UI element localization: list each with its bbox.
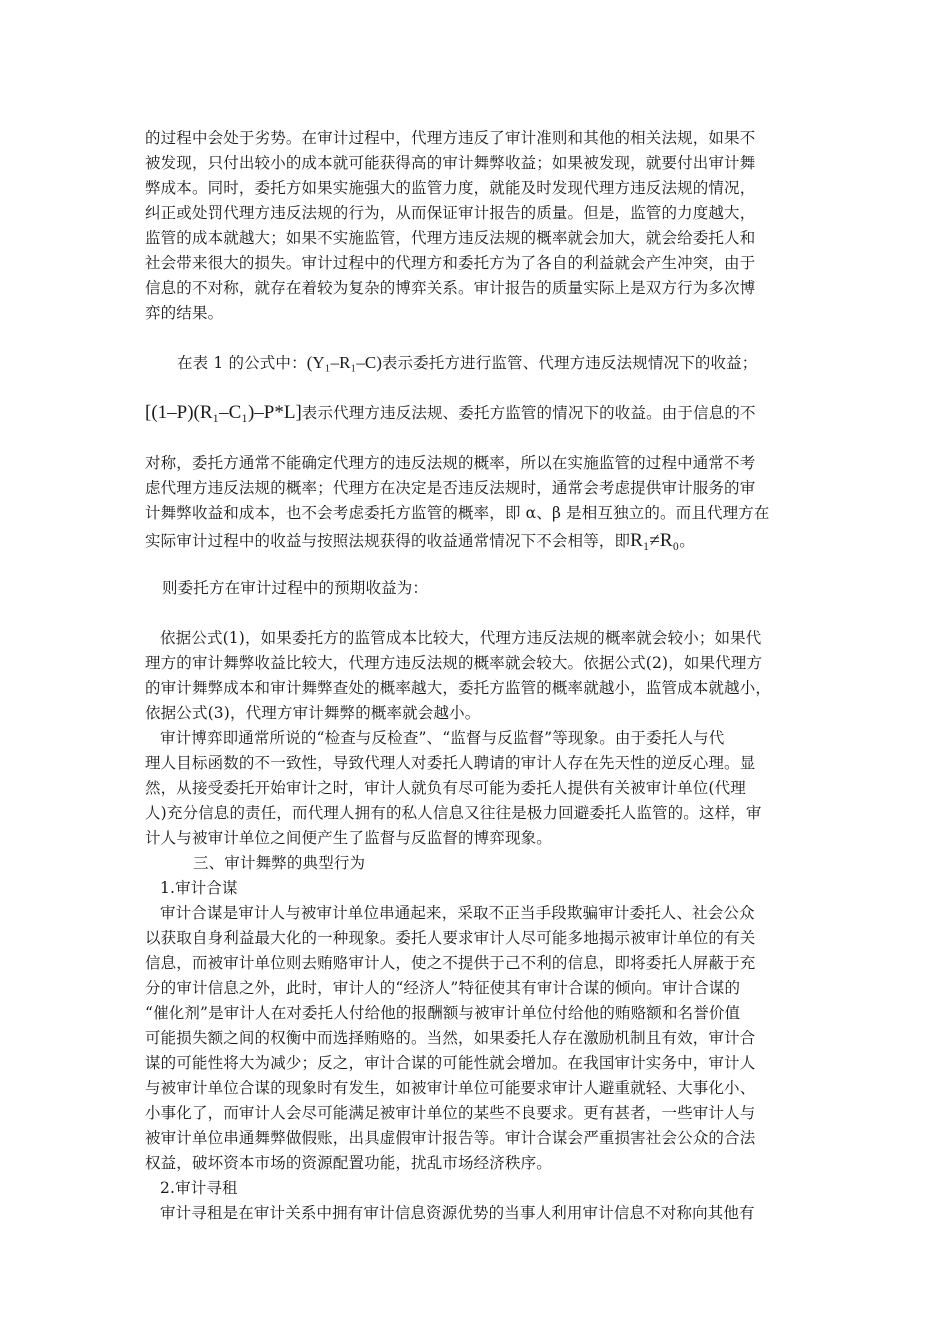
- paragraph-line: 的过程中会处于劣势。在审计过程中，代理方违反了审计准则和其他的相关法规，如果不: [145, 129, 756, 147]
- paragraph-line: 人)充分信息的责任，而代理人拥有的私人信息又往往是极力回避委托人监管的。这样，审: [145, 804, 762, 822]
- paragraph-line: 信息的不对称，就存在着较为复杂的博弈关系。审计报告的质量实际上是双方行为多次博: [145, 279, 756, 297]
- paragraph-line: 小事化了，而审计人会尽可能满足被审计单位的某些不良要求。更有甚者，一些审计人与: [145, 1104, 756, 1122]
- paragraph-line: 被审计单位串通舞弊做假账，出具虚假审计报告等。审计合谋会严重损害社会公众的合法: [145, 1129, 756, 1147]
- paragraph-line: 谋的可能性将大为减少；反之，审计合谋的可能性就会增加。在我国审计实务中，审计人: [145, 1054, 756, 1072]
- paragraph-line: 信息，而被审计单位则去贿赂审计人，使之不提供于己不利的信息，即将委托人屏蔽于充: [145, 954, 756, 972]
- paragraph-line: 对称，委托方通常不能确定代理方的违反法规的概率，所以在实施监管的过程中通常不考: [145, 454, 756, 472]
- formula-image-1: (Y₁–R₁–C): [306, 353, 382, 372]
- paragraph-line: 计人与被审计单位之间便产生了监督与反监督的博弈现象。: [145, 829, 552, 847]
- paragraph-line: 理人目标函数的不一致性，导致代理人对委托人聘请的审计人存在先天性的逆反心理。显: [145, 754, 756, 772]
- paragraph-line-with-formula: [145, 402, 756, 424]
- paragraph-line: 然，从接受委托开始审计之时，审计人就负有尽可能为委托人提供有关被审计单位(代理: [145, 779, 746, 797]
- paragraph-line: 的审计舞弊成本和审计舞弊查处的概率越大，委托方监管的概率就越小，监管成本就越小，: [145, 679, 772, 697]
- paragraph-line: 弊成本。同时，委托方如果实施强大的监管力度，就能及时发现代理方违反法规的情况，: [145, 179, 756, 197]
- text-segment: 在表 1 的公式中：: [177, 354, 307, 372]
- paragraph-line: 审计合谋是审计人与被审计单位串通起来，采取不正当手段欺骗审计委托人、社会公众: [160, 904, 755, 922]
- formula-image-2: [(1–P)(R₁–C₁)–P*L]: [145, 402, 302, 423]
- paragraph-line: 依据公式(3)，代理方审计舞弊的概率就会越小。: [145, 704, 481, 722]
- paragraph-line: 则委托方在审计过程中的预期收益为：: [162, 579, 429, 597]
- paragraph-line: 被发现，只付出较小的成本就可能获得高的审计舞弊收益；如果被发现，就要付出审计舞: [145, 154, 756, 172]
- text-segment: 实际审计过程中的收益与按照法规获得的收益通常情况下不会相等，即: [145, 532, 631, 550]
- paragraph-line: 社会带来很大的损失。审计过程中的代理方和委托方为了各自的利益就会产生冲突，由于: [145, 254, 756, 272]
- paragraph-line: 监管的成本就越大；如果不实施监管，代理方违反法规的概率就会加大，就会给委托人和: [145, 229, 756, 247]
- paragraph-line: 审计寻租是在审计关系中拥有审计信息资源优势的当事人利用审计信息不对称向其他有: [160, 1204, 755, 1222]
- formula-image-3: R₁≠R₀: [630, 530, 680, 551]
- paragraph-line: 计舞弊收益和成本，也不会考虑委托方监管的概率，即 α、β 是相互独立的。而且代理方在: [145, 504, 770, 522]
- paragraph-line: 与被审计单位合谋的现象时有发生，如被审计单位可能要求审计人避重就轻、大事化小、: [145, 1079, 756, 1097]
- paragraph-line-with-formula: [145, 530, 695, 552]
- paragraph-line: 弈的结果。: [145, 304, 224, 322]
- paragraph-line: “催化剂”是审计人在对委托人付给他的报酬额与被审计单位付给他的贿赂额和名誉价值: [145, 1004, 741, 1022]
- subsection-heading: 1.审计合谋: [160, 879, 238, 897]
- paragraph-line: 虑代理方违反法规的概率；代理方在决定是否违反法规时，通常会考虑提供审计服务的审: [145, 479, 756, 497]
- text-segment: 。: [679, 532, 695, 550]
- paragraph-line: 以获取自身利益最大化的一种现象。委托人要求审计人尽可能多地揭示被审计单位的有关: [145, 929, 756, 947]
- paragraph-line: 依据公式(1)，如果委托方的监管成本比较大，代理方违反法规的概率就会较小；如果代: [160, 629, 762, 647]
- text-segment: 表示代理方违反法规、委托方监管的情况下的收益。由于信息的不: [301, 404, 756, 422]
- paragraph-line: 纠正或处罚代理方违反法规的行为，从而保证审计报告的质量。但是，监管的力度越大，: [145, 204, 756, 222]
- paragraph-line: 理方的审计舞弊收益比较大，代理方违反法规的概率就会较大。依据公式(2)，如果代理方: [145, 654, 763, 672]
- paragraph-line: 审计博弈即通常所说的“检查与反检查”、“监督与反监督”等现象。由于委托人与代: [160, 729, 725, 747]
- paragraph-line: 分的审计信息之外，此时，审计人的“经济人”特征使其有审计合谋的倾向。审计合谋的: [145, 979, 741, 997]
- paragraph-line-with-formula: [177, 352, 757, 374]
- paragraph-line: 权益，破坏资本市场的资源配置功能，扰乱市场经济秩序。: [145, 1154, 552, 1172]
- paragraph-line: 可能损失额之间的权衡中而选择贿赂的。当然，如果委托人存在激励机制且有效，审计合: [145, 1029, 756, 1047]
- text-segment: 表示委托方进行监管、代理方违反法规情况下的收益；: [381, 354, 758, 372]
- section-heading: 三、审计舞弊的典型行为: [193, 854, 366, 872]
- subsection-heading: 2.审计寻租: [160, 1179, 238, 1197]
